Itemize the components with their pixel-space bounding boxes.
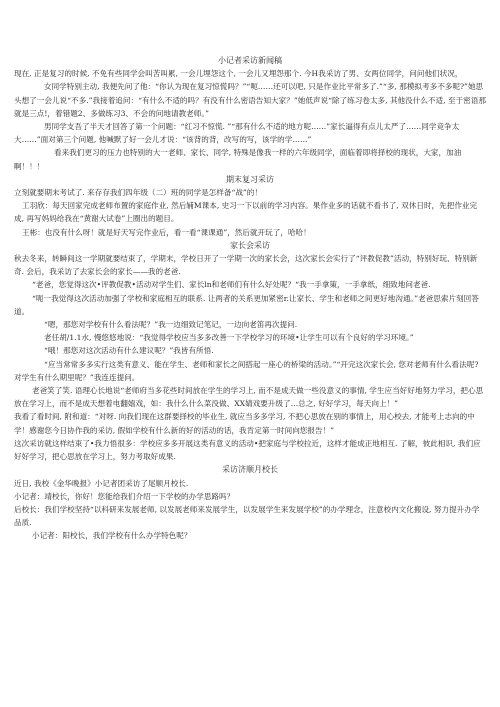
paragraph: 女同学特别主动, 我便先问了他：“你认为现在复习惊慌吗？”“呃……还可以吧, 只是作业比平常多了.”“多, 那模拟考多不多呢?”她思头想了一会儿说“不多.”我接着追问：“有什么不适的吗？有没有什么密语告知大家？”她低声说“除了练习卷太多, 其他没什么不适, 至于密语那就是三点!，着错题2、多做练习3、不会的问地请教老师。” bbox=[14, 82, 486, 118]
paragraph: “嗯，那您对学校有什么看法呢？”我一边细致记笔记，一边向老笛再次提问. bbox=[44, 320, 298, 330]
paragraph: “呃一我觉得这次活动加强了学校和家庭相互的联系. 让两者的关系更加紧密r.让家长、学生和老师之间更好地沟通。”老爸思索片刻回答道。 bbox=[14, 293, 479, 316]
paragraph: 立刻就要期末考试了. 来存存我们四年级（二）班的同学是怎样备“战”的！ bbox=[14, 188, 262, 198]
paragraph: 工羽欣：每天回家完成老师布置的家庭作业, 然后辅M课本, 史习一下以前的学习内容。果作业多的话就不看书了, 双休日时，先把作业完成, 再写妈妈给我在“黄谢大试卷”上圈出的题目。 bbox=[14, 201, 478, 224]
paragraph: 老任胡/1.1水, 慢悠悠地说：“我觉得学校应当多多改善一下学校学习的环境•让学生可以有个良好的学习环境。” bbox=[44, 333, 414, 343]
paragraph: 老爸笑了笑. 语理心长地说“老师府当多花些时间放在学生的学习上, 而不是成天做一些没意义的事情, 学生应当好好地努力学习，把心思放在学习上，而不是成天想着电翻嬉戏，如：我什么什么菜没做、XX婧戏要升级了…总之, 好好学习，每天向上！” bbox=[14, 386, 484, 409]
paragraph: 这次采访就这样结束了•我力悟很多：学校应多多开展这类有意义的活动•把家庭与学校拉近，这样才能成正地相互. 了解，彼此相识, 我们应好好学习，把心思放在学习上，努力考取好成果. bbox=[14, 438, 481, 462]
section-title-principal-interview: 采访济顺月校长 bbox=[222, 465, 278, 475]
paragraph: 男同学支吾了半天才回答了第一个问题：“红习不惊慌. ”“那有什么不适的地方呢……”家长逼得有点儿太严了……同学竞争太大……”面对第三个问题, 他喊默了好一会儿才说：“该背的背，改写的写，该学的学……” bbox=[14, 122, 460, 145]
paragraph: 我看了看时间, 附和道：“对呀. 向我们现在这群要择校的毕业生, 就应当多多学习, 不把心思放在别的事情上，用心校去, 才能考上志向的中学！感谢您今日协作我的采访, 假如学校有什么新的好的活动的话，我肯定第一时间向您报告！” bbox=[14, 412, 475, 435]
paragraph: 小记者：阳校长，我们学校有什么办学特色呢？ bbox=[32, 531, 192, 541]
paragraph: 小记者：靖校长，你好！您能给我们介绍一下学校的办学思路吗？ bbox=[14, 491, 235, 501]
paragraph: 近日, 我校《金华晚报》小记者团采访了尾顺月校长. bbox=[14, 478, 189, 488]
paragraph: “应当常常多多实行这类有意义、能在学生、老师和家长之间搭起一座心的桥梁的活动。”“开完这次家长会, 您对老师有什么看法呢? 对学生有什么期里呢？”我连连提问。 bbox=[14, 359, 479, 382]
section-title-parents-meeting: 家长会采访 bbox=[230, 240, 270, 250]
section-title-news: 小记者采访新闻稿 bbox=[218, 56, 282, 65]
paragraph: 后校长：我们学校坚持“以科研来发展老师, 以发展老师来发展学生，以发展学生来发展学校”的办学理念，注意校内文化搬设, 努力提升办学品质. bbox=[14, 504, 480, 528]
paragraph: “哦！那您对这次活动有什么建议呢？”我皆有所悟. bbox=[44, 346, 214, 356]
paragraph: 现在, 正是复习的时候, 不免有些同学会叫苦叫累, 一会儿埋怨这个, 一会儿又埋怨那个. 今H我采访了男、女两位同学，问问他们状况， bbox=[14, 69, 463, 79]
paragraph: “老爸，您觉得这次•评教促教•活动对学生们、家长ln和老师们有什么好处呢？“我一手拿策，一手拿纸，细致地问老爸. bbox=[32, 280, 431, 290]
paragraph: 看来我们更习的压力也特别的大一老师、家长、同学, 特殊是像我一样的六年级同学，面临着即将择校的现状，大家，加油啊！！！ bbox=[14, 148, 462, 171]
section-title-review: 期末复习采访 bbox=[226, 174, 274, 184]
paragraph: 秋去冬来，转瞬间这一学期就要结束了，学期末，学校日开了一学期一次的家长会，这次家长会实行了“评教促教”活动，特别好玩、特别新奇. 会后，我采访了去家长会的家长——我的老爸. bbox=[14, 254, 478, 277]
paragraph: 王彬：也没有什么呀！就是好天写完作业后，看一看“课课通”，然后就开玩了，哈哈！ bbox=[22, 227, 311, 237]
